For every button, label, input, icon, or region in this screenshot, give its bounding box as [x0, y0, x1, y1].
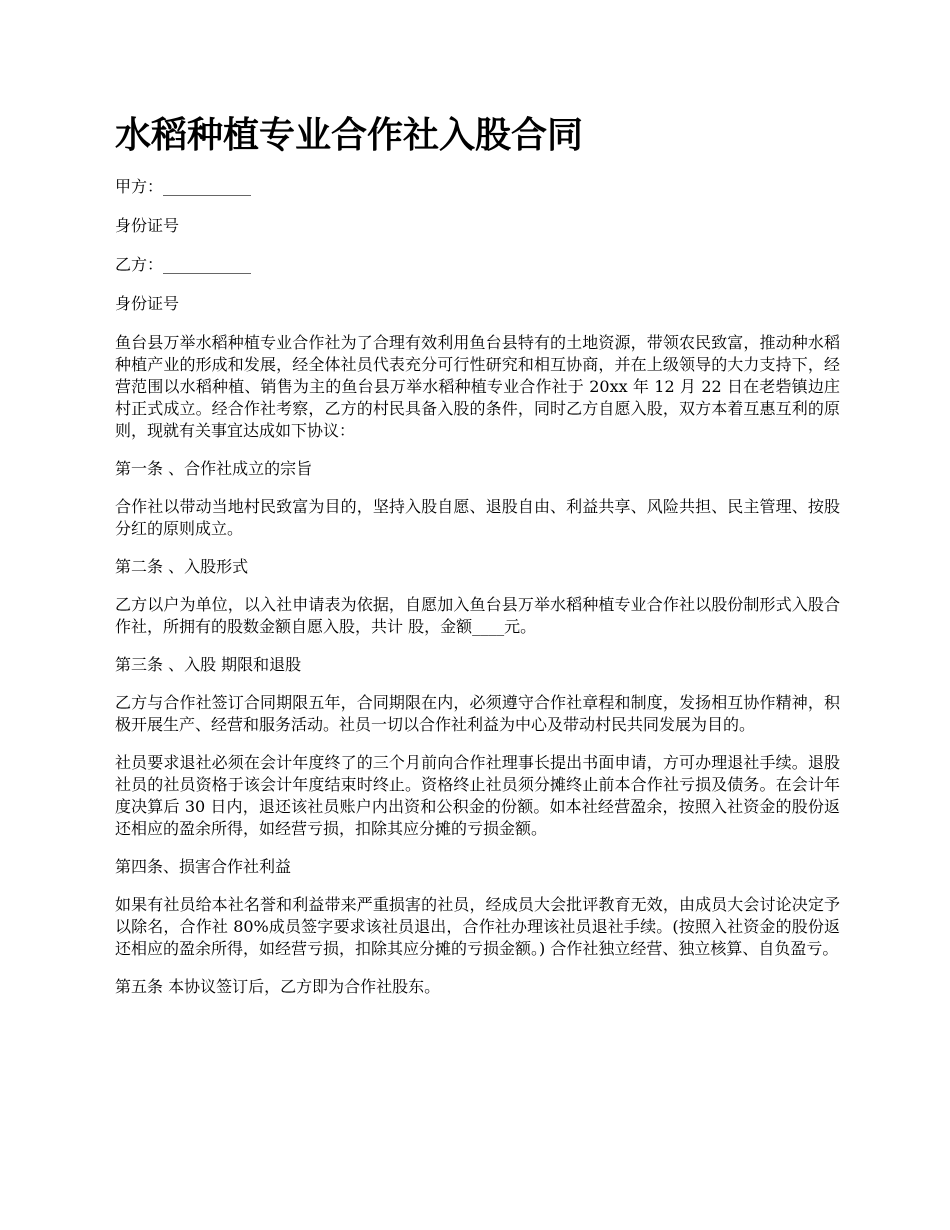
article-5: 第五条 本协议签订后，乙方即为合作社股东。 — [115, 977, 441, 996]
article-1-body: 合作社以带动当地村民致富为目的，坚持入股自愿、退股自由、利益共享、风险共担、民主管理、按股分红的原则成立。 — [115, 497, 840, 538]
article-3-body-1: 乙方与合作社签订合同期限五年，合同期限在内，必须遵守合作社章程和制度，发扬相互协作精神，积极开展生产、经营和服务活动。社员一切以合作社利益为中心及带动村民共同发展为目的。 — [115, 693, 840, 734]
article-2-heading: 第二条 、入股形式 — [115, 557, 249, 576]
article-4-body: 如果有社员给本社名誉和利益带来严重损害的社员，经成员大会批评教育无效，由成员大会讨论决定予以除名，合作社 80%成员签字要求该社员退出，合作社办理该社员退社手续。(按照入社资金的股份返还相应的盈余所得，如经营亏损，扣除其应分摊的亏损金额。) 合作社独立经营、独立核算、自负盈亏。 — [115, 895, 840, 958]
article-2-body: 乙方以户为单位，以入社申请表为依据，自愿加入鱼台县万举水稻种植专业合作社以股份制形式入股合作社，所拥有的股数金额自愿入股，共计 股，金额____元。 — [115, 595, 840, 636]
article-3-heading: 第三条 、入股 期限和退股 — [115, 655, 302, 674]
document-page — [115, 112, 840, 1014]
article-3-body-2: 社员要求退社必须在会计年度终了的三个月前向合作社理事长提出书面申请，方可办理退社手续。退股社员的社员资格于该会计年度结束时终止。资格终止社员须分摊终止前本合作社亏损及债务。在会计年度决算后 30 日内，退还该社员账户内出资和公积金的份额。如本社经营盈余，按照入社资金的股份返还相应的盈余所得，如经营亏损，扣除其应分摊的亏损金额。 — [115, 753, 840, 838]
party-a-id-field: 身份证号 — [115, 216, 180, 235]
article-4-heading: 第四条、损害合作社利益 — [115, 857, 292, 876]
party-a-field: 甲方：___________ — [115, 177, 252, 196]
document-title: 水稻种植专业合作社入股合同 — [115, 115, 584, 156]
party-b-field: 乙方：___________ — [115, 255, 252, 274]
article-1-heading: 第一条 、合作社成立的宗旨 — [115, 459, 313, 478]
intro-paragraph: 鱼台县万举水稻种植专业合作社为了合理有效利用鱼台县特有的土地资源，带领农民致富，推动种水稻种植产业的形成和发展，经全体社员代表充分可行性研究和相互协商，并在上级领导的大力支持下，经营范围以水稻种植、销售为主的鱼台县万举水稻种植专业合作社于 20xx 年 12 月 22 日在老砦镇边庄村正式成立。经合作社考察，乙方的村民具备入股的条件，同时乙方自愿入股，双方本着互惠互利的原则，现就有关事宜达成如下协议： — [115, 333, 840, 440]
party-b-id-field: 身份证号 — [115, 294, 180, 313]
